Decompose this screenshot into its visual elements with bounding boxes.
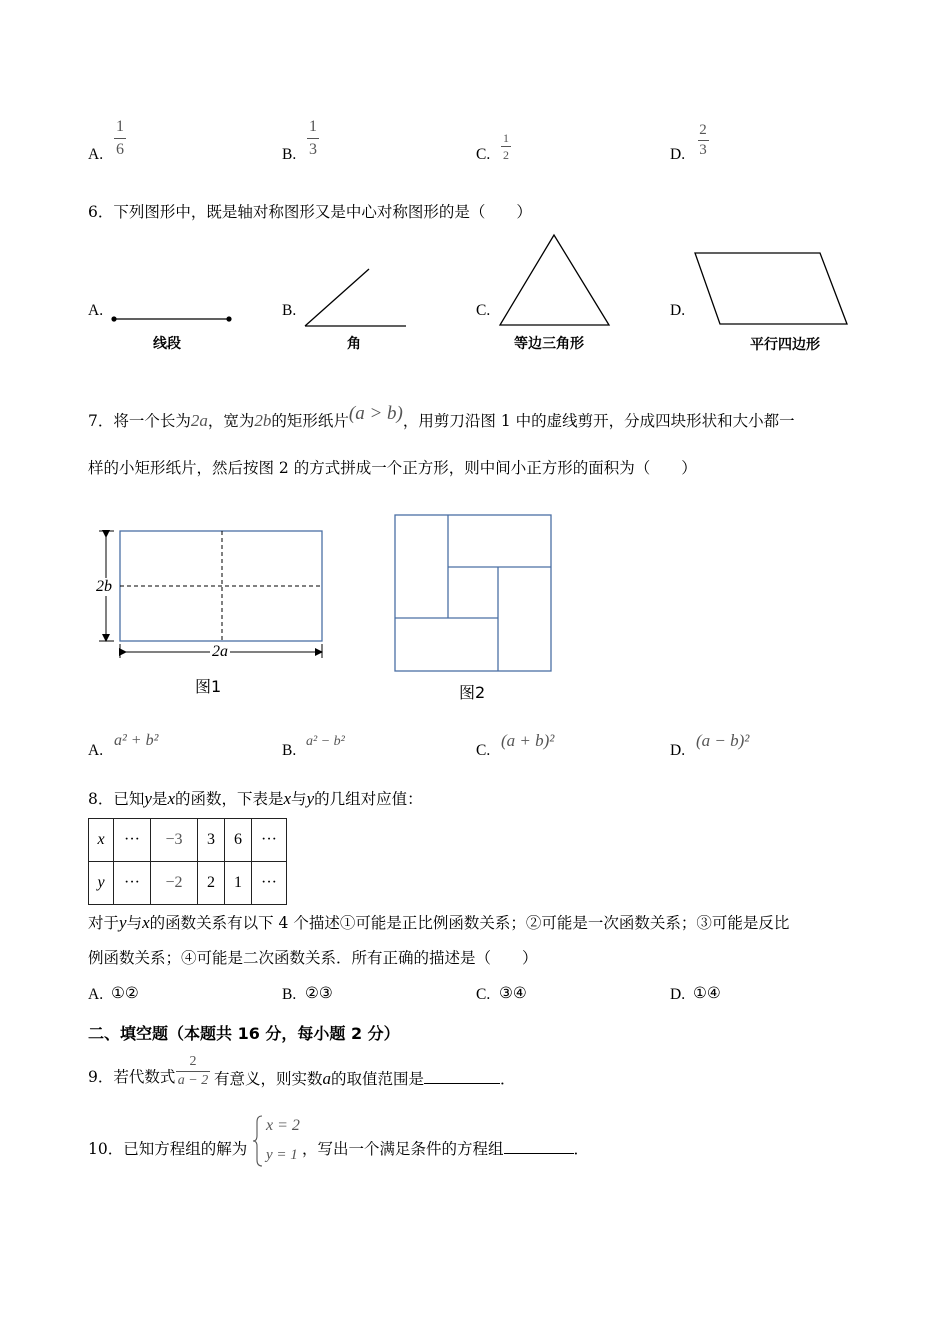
q8-var-x2: x [283,789,292,808]
q8-var-x: x [167,789,175,808]
numerator: 1 [309,118,317,135]
q8-stem [88,790,423,808]
table-cell: ··· [252,819,287,862]
q5-option-d-label: D. [670,146,686,163]
q8-stem-part3: 的函数，下表是 [174,790,284,808]
figure-2-caption: 图2 [459,683,486,702]
q7-option-b-expr: a² − b² [306,734,345,749]
q8-description-line2: 例函数关系；④可能是二次函数关系．所有正确的描述是（ ） [88,949,538,967]
q7-width-expr: 2b [254,411,272,430]
denominator: 2 [503,148,509,162]
q8-stem-part4: 与 [291,790,307,808]
denominator: 6 [116,141,124,158]
numerator: 1 [116,118,124,135]
table-cell: 2 [198,862,225,905]
parallelogram-figure [690,250,852,328]
q6-stem: 6．下列图形中，既是轴对称图形又是中心对称图形的是（ ） [88,203,532,221]
q7-stem-line1 [88,403,795,430]
q7-stem-line2: 样的小矩形纸片，然后按图 2 的方式拼成一个正方形，则中间小正方形的面积为（ ） [88,459,697,477]
q6-option-c-label: C. [476,302,491,319]
figure-1-caption: 图1 [195,677,222,696]
q10-equation-1: x = 2 [266,1117,300,1134]
q8-option-b-text: ②③ [305,984,333,1002]
q8-option-d-text: ①④ [693,984,721,1002]
q9-answer-blank[interactable] [424,1083,500,1084]
denominator: 3 [309,141,317,158]
q7-stem-part4: ，用剪刀沿图 1 中的虚线剪开，分成四块形状和大小都一 [402,412,795,430]
q7-stem-part3: 的矩形纸片 [271,412,349,430]
q5-option-d-fraction [695,123,711,158]
table-cell: ··· [114,862,151,905]
table-cell: 3 [198,819,225,862]
q7-stem-part1: 7．将一个长为 [88,412,191,430]
table-cell: 1 [225,862,252,905]
q7-stem-part2: ，宽为 [207,412,255,430]
q6-option-b-label: B. [282,302,297,319]
q7-option-d-label: D. [670,742,686,759]
q7-option-c-label: C. [476,742,491,759]
q8-option-d-label: D. [670,986,686,1003]
table-cell: 6 [225,819,252,862]
q9-var-a: a [322,1069,332,1088]
q8-option-b-label: B. [282,986,297,1003]
equilateral-triangle-figure [496,232,614,328]
denominator: a − 2 [177,1073,209,1088]
q5-option-c-fraction [499,132,513,161]
q6-option-a-label: A. [88,302,104,319]
q5-option-c-label: C. [476,146,491,163]
q8-desc-var-x: x [142,913,150,932]
numerator: 1 [503,131,509,145]
figure-1-side-label: 2b [96,578,112,595]
denominator: 3 [699,142,707,158]
figure-1-bottom-label: 2a [212,643,228,660]
q7-option-c-expr: (a + b)² [501,731,555,750]
q9-stem-end: ． [500,1070,516,1088]
q6-option-d-label: D. [670,302,686,319]
q8-stem-part1: 8．已知 [88,790,145,808]
q8-desc-part1: 对于 [88,914,120,932]
q10-stem-rest [302,1142,589,1158]
left-brace-icon [252,1114,264,1168]
table-row [89,862,287,905]
table-row [89,819,287,862]
q8-value-table [88,818,287,905]
q9-stem-part3: 的取值范围是 [331,1070,425,1088]
q8-desc-part2: 与 [126,914,143,932]
table-cell: ··· [252,862,287,905]
table-cell: ··· [114,819,151,862]
q10-stem-end: ． [573,1140,590,1158]
table-cell: x [89,819,114,862]
q9-fraction [175,1055,211,1088]
q7-length-expr: 2a [190,411,208,430]
q6-caption-a: 线段 [153,336,181,352]
q7-option-d-expr: (a − b)² [696,731,750,750]
q10-equation-2: y = 1 [266,1147,298,1163]
table-cell: −3 [151,819,198,862]
q6-caption-b: 角 [347,336,361,352]
angle-figure [300,266,410,330]
numerator: 2 [699,122,707,138]
q8-option-c-label: C. [476,986,491,1003]
q9-stem-part2: 有意义，则实数 [214,1070,323,1088]
figure-1-rectangle [92,522,332,662]
q10-stem-part2: ，写出一个满足条件的方程组 [302,1140,504,1158]
q8-stem-part5: 的几组对应值： [314,790,423,808]
figure-2-square [392,512,554,674]
q8-stem-part2: 是 [151,790,168,808]
q8-option-a-label: A. [88,986,104,1003]
q8-option-a-text: ①② [111,984,139,1002]
q9-stem-part1: 9．若代数式 [88,1068,176,1086]
q7-condition: (a > b) [348,403,403,424]
numerator: 2 [189,1054,197,1069]
q8-desc-var-y: y [119,913,127,932]
q9-stem-rest [214,1070,516,1088]
table-cell: −2 [151,862,198,905]
q10-answer-blank[interactable] [504,1153,574,1154]
q5-option-a-fraction [112,119,128,158]
q7-option-b-label: B. [282,742,297,759]
q8-var-y: y [144,789,152,808]
q6-caption-d: 平行四边形 [750,337,820,353]
q8-var-y2: y [306,789,315,808]
section-2-heading: 二、填空题（本题共 16 分，每小题 2 分） [88,1024,400,1043]
q5-option-a-label: A. [88,146,104,163]
q7-option-a-expr: a² + b² [114,732,159,749]
q8-option-c-text: ③④ [499,984,527,1002]
q5-option-b-label: B. [282,146,297,163]
q7-option-a-label: A. [88,742,104,759]
q8-description-line1 [88,914,789,932]
q6-caption-c: 等边三角形 [514,336,584,352]
q8-desc-part3: 的函数关系有以下 4 个描述①可能是正比例函数关系；②可能是一次函数关系；③可能是反比 [149,914,790,932]
q5-option-b-fraction [305,119,321,158]
line-segment-figure [108,312,236,326]
q10-stem-part1: 10．已知方程组的解为 [88,1140,248,1158]
table-cell: y [89,862,114,905]
